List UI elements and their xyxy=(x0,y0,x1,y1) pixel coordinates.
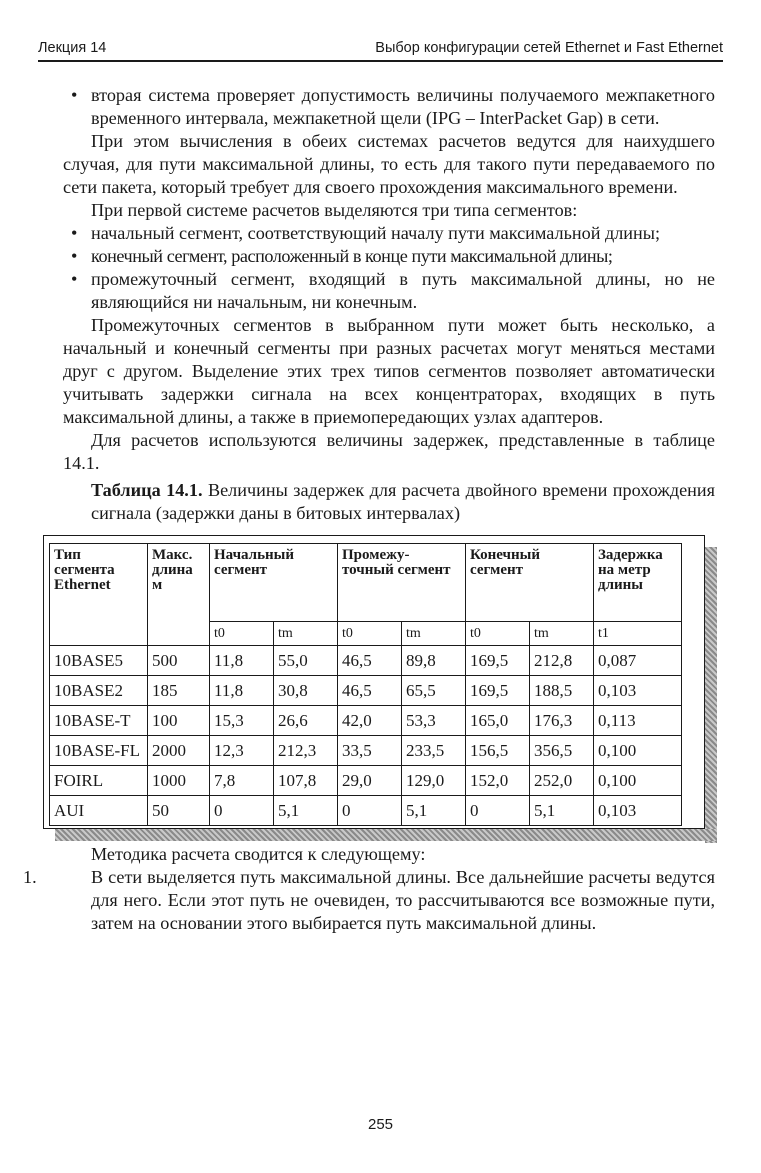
table-cell: 12,3 xyxy=(210,736,274,766)
table-cell: 129,0 xyxy=(402,766,466,796)
table-cell: 26,6 xyxy=(274,706,338,736)
table-cell: 107,8 xyxy=(274,766,338,796)
col-header: Начальный сегмент xyxy=(210,544,338,622)
table-cell: 212,3 xyxy=(274,736,338,766)
table-cell: 0 xyxy=(338,796,402,826)
table-cell: 500 xyxy=(148,646,210,676)
paragraph: При первой системе расчетов выделяются три типа сегментов: xyxy=(91,200,578,220)
table-cell: 2000 xyxy=(148,736,210,766)
running-header xyxy=(38,34,723,62)
bullet-icon: • xyxy=(71,85,78,105)
paragraph: Для расчетов используются величины задержек, представленные в таблице 14.1. xyxy=(63,430,715,473)
table-row xyxy=(50,736,682,766)
sub-header: t1 xyxy=(594,622,682,646)
caption-label: Таблица 14.1. xyxy=(91,480,203,500)
page-content xyxy=(23,84,715,935)
table-cell: 5,1 xyxy=(530,796,594,826)
table-cell: 65,5 xyxy=(402,676,466,706)
table-cell: AUI xyxy=(50,796,148,826)
table-block xyxy=(43,535,719,843)
table-cell: 10BASE-T xyxy=(50,706,148,736)
table-cell: 100 xyxy=(148,706,210,736)
caption-text: Величины задержек для расчета двойного времени прохождения сигнала (задержки даны в битовых интервалах) xyxy=(91,480,715,523)
bullet-text: конечный сегмент, расположенный в конце пути максимальной длины; xyxy=(91,246,613,266)
col-header: Конечный сегмент xyxy=(466,544,594,622)
bullet-item xyxy=(63,222,715,245)
header-title: Выбор конфигурации сетей Ethernet и Fast Ethernet xyxy=(375,40,723,56)
bullet-text: начальный сегмент, соответствующий началу пути максимальной длины; xyxy=(91,223,661,243)
table-row xyxy=(50,766,682,796)
table-cell: 46,5 xyxy=(338,646,402,676)
table-caption xyxy=(91,479,715,525)
bullet-item xyxy=(63,84,715,130)
table-cell: 89,8 xyxy=(402,646,466,676)
bullet-icon: • xyxy=(71,269,78,289)
table-cell: 10BASE2 xyxy=(50,676,148,706)
table-cell: 15,3 xyxy=(210,706,274,736)
table-row xyxy=(50,706,682,736)
table-cell: 169,5 xyxy=(466,646,530,676)
table-cell: 53,3 xyxy=(402,706,466,736)
table-cell: 11,8 xyxy=(210,676,274,706)
table-cell: 50 xyxy=(148,796,210,826)
table-cell: 185 xyxy=(148,676,210,706)
bullet-text: промежуточный сегмент, входящий в путь максимальной длины, но не являющийся ни начальным, ни конечным. xyxy=(91,269,715,312)
table-cell: 0,103 xyxy=(594,676,682,706)
table-cell: 152,0 xyxy=(466,766,530,796)
table-cell: 7,8 xyxy=(210,766,274,796)
paragraph: При этом вычисления в обеих системах расчетов ведутся для наихудшего случая, для пути максимальной длины, то есть для такого пути передаваемого по сети пакета, который требует для своего прохождения максимального времени. xyxy=(63,131,715,197)
table-cell: 10BASE-FL xyxy=(50,736,148,766)
bullet-icon: • xyxy=(71,223,78,243)
table-cell: 1000 xyxy=(148,766,210,796)
table-cell: 5,1 xyxy=(274,796,338,826)
table-cell: 10BASE5 xyxy=(50,646,148,676)
sub-header: tm xyxy=(274,622,338,646)
table-cell: 188,5 xyxy=(530,676,594,706)
sub-header: t0 xyxy=(338,622,402,646)
bullet-item xyxy=(63,268,715,314)
item-text: В сети выделяется путь максимальной длины. Все дальнейшие расчеты ведутся для него. Если этот путь не очевиден, то рассчитываются все возможные пути, затем на основании этого выбирается путь максимальной длины. xyxy=(91,867,715,933)
item-number: 1. xyxy=(23,867,37,887)
paragraph: Методика расчета сводится к следующему: xyxy=(91,844,426,864)
table-cell: 0,100 xyxy=(594,736,682,766)
table-cell: 252,0 xyxy=(530,766,594,796)
delay-table xyxy=(49,543,682,826)
bullet-icon: • xyxy=(71,246,77,266)
table-row xyxy=(50,796,682,826)
table-cell: 0 xyxy=(210,796,274,826)
table-cell: 176,3 xyxy=(530,706,594,736)
col-header: Макс. длина м xyxy=(148,544,210,646)
sub-header: tm xyxy=(402,622,466,646)
table-row xyxy=(50,646,682,676)
table-cell: 165,0 xyxy=(466,706,530,736)
paragraph: Промежуточных сегментов в выбранном пути может быть несколько, а начальный и конечный сегменты при разных расчетах могут меняться местами друг с другом. Выделение этих трех типов сегментов позволяет автоматически учитывать задержки сигнала на всех концентраторах, входящих в путь максимальной длины, а также в приемопередающих узлах адаптеров. xyxy=(63,315,715,427)
table-header-row xyxy=(50,544,682,622)
table-shadow xyxy=(705,547,717,843)
header-lecture: Лекция 14 xyxy=(38,40,107,56)
bullet-text: вторая система проверяет допустимость величины получаемого межпакетного временного интервала, межпакетной щели (IPG – InterPacket Gap) в сети. xyxy=(91,85,715,128)
table-cell: 156,5 xyxy=(466,736,530,766)
table-cell: 33,5 xyxy=(338,736,402,766)
page-number: 255 xyxy=(367,1116,394,1133)
col-header: Тип сегмента Ethernet xyxy=(50,544,148,646)
table-cell: 46,5 xyxy=(338,676,402,706)
table-cell: 169,5 xyxy=(466,676,530,706)
table-cell: 29,0 xyxy=(338,766,402,796)
col-header: Промежу-точный сегмент xyxy=(338,544,466,622)
col-header: Задержка на метр длины xyxy=(594,544,682,622)
table-cell: 356,5 xyxy=(530,736,594,766)
sub-header: tm xyxy=(530,622,594,646)
table-row xyxy=(50,676,682,706)
table-cell: 233,5 xyxy=(402,736,466,766)
table-cell: 212,8 xyxy=(530,646,594,676)
table-cell: 5,1 xyxy=(402,796,466,826)
table-cell: 30,8 xyxy=(274,676,338,706)
table-cell: 55,0 xyxy=(274,646,338,676)
bullet-item xyxy=(63,245,715,268)
table-cell: 11,8 xyxy=(210,646,274,676)
table-cell: 0 xyxy=(466,796,530,826)
table-cell: 0,087 xyxy=(594,646,682,676)
table-cell: 0,100 xyxy=(594,766,682,796)
numbered-item xyxy=(23,866,715,935)
table-cell: 0,113 xyxy=(594,706,682,736)
table-cell: 0,103 xyxy=(594,796,682,826)
table-shadow xyxy=(55,829,717,841)
sub-header: t0 xyxy=(210,622,274,646)
table-cell: FOIRL xyxy=(50,766,148,796)
table-cell: 42,0 xyxy=(338,706,402,736)
sub-header: t0 xyxy=(466,622,530,646)
